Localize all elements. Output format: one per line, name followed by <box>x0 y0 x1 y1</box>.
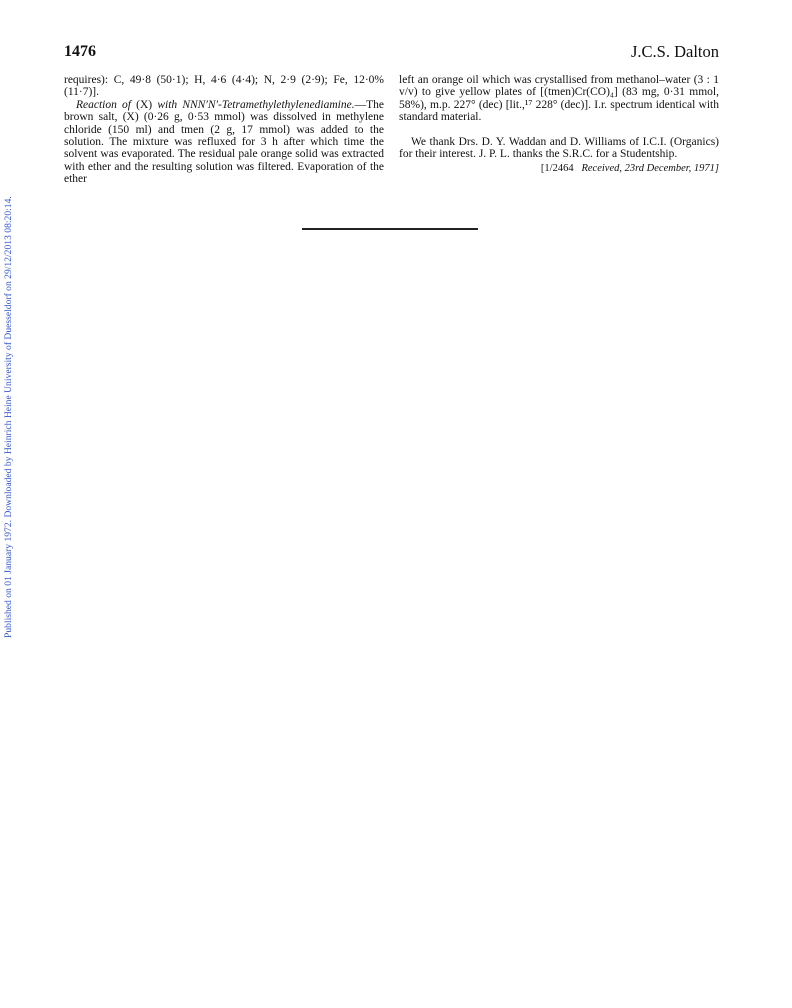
page-number: 1476 <box>64 43 96 60</box>
end-rule <box>302 228 478 230</box>
received-date: Received, 23rd December, 1971] <box>581 163 719 175</box>
received-line <box>399 163 719 175</box>
left-paragraph-1: requires): C, 49·8 (50·1); H, 4·6 (4·4); N, 2·9 (2·9); Fe, 12·0% (11·7)]. <box>64 74 384 99</box>
section-heading-post: with NNN′N′-Tetramethylethylenediamine. <box>157 98 355 111</box>
left-paragraph-2 <box>64 99 384 186</box>
reference-code: [1/2464 <box>540 163 574 175</box>
journal-name: J.C.S. Dalton <box>630 42 719 61</box>
left-paragraph-2-body: —The brown salt, (X) (0·26 g, 0·53 mmol) was dissolved in methylene chloride (150 ml) and tmen (2 g, 17 mmol) was added to the solution. The mixture was refluxed for 3 h after which time the solvent was evaporated. The residual pale orange solid was extracted with ether and the resulting solution was filtered. Evaporation of the ether <box>64 98 384 186</box>
page-header <box>64 42 719 64</box>
right-paragraph-1: left an orange oil which was crystallised from methanol–water (3 : 1 v/v) to give yellow plates of [(tmen)Cr(CO)₄] (83 mg, 0·31 mmol, 58%), m.p. 227° (dec) [lit.,¹⁷ 228° (dec)]. I.r. spectrum identical with standard material. <box>399 74 719 124</box>
download-watermark <box>2 138 18 638</box>
section-heading-pre: Reaction of <box>76 98 131 111</box>
right-column <box>399 74 719 176</box>
download-watermark-text: Published on 01 January 1972. Downloaded by Heinrich Heine University of Duesseldorf on 29/12/2013 08:20:14. <box>3 196 14 638</box>
section-heading-compound: (X) <box>131 98 158 111</box>
acknowledgement-paragraph: We thank Drs. D. Y. Waddan and D. Williams of I.C.I. (Organics) for their interest. J. P. L. thanks the S.R.C. for a Studentship. <box>399 135 719 161</box>
left-column <box>64 74 384 186</box>
